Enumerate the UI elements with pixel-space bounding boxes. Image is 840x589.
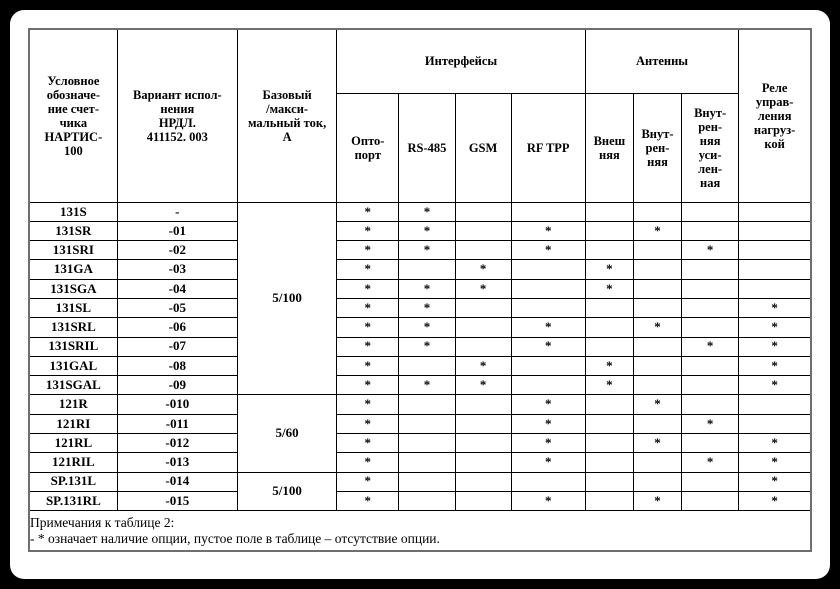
document-page (10, 10, 830, 579)
table-row (29, 337, 811, 356)
header-variant-line-1: нения (160, 101, 195, 116)
header-model-line-2: ние счет- (47, 101, 99, 116)
cell-optoport: * (337, 202, 399, 221)
cell-gsm (455, 337, 511, 356)
cell-optoport: * (337, 356, 399, 375)
header-group-antennas: Антенны (585, 29, 738, 93)
cell-antenna-external: * (585, 260, 633, 279)
header-sub-antenna-internal-amplified-line-0: Внут- (694, 105, 727, 120)
cell-rf-tpp (511, 376, 585, 395)
cell-antenna-external (585, 299, 633, 318)
cell-antenna-internal-amplified (682, 395, 739, 414)
cell-variant: -015 (117, 491, 237, 510)
cell-model: 131SRIL (29, 337, 117, 356)
cell-antenna-internal: * (633, 491, 681, 510)
header-sub-optoport (337, 93, 399, 202)
header-sub-gsm: GSM (455, 93, 511, 202)
cell-antenna-external: * (585, 279, 633, 298)
cell-optoport: * (337, 279, 399, 298)
cell-relay: * (739, 472, 811, 491)
cell-variant: -09 (117, 376, 237, 395)
cell-antenna-internal-amplified (682, 221, 739, 240)
cell-optoport: * (337, 414, 399, 433)
cell-rf-tpp (511, 279, 585, 298)
cell-rs485: * (399, 318, 455, 337)
cell-relay: * (739, 318, 811, 337)
table-row (29, 434, 811, 453)
cell-antenna-internal-amplified (682, 202, 739, 221)
header-sub-antenna-internal-line-1: рен- (645, 140, 670, 155)
cell-antenna-external (585, 337, 633, 356)
cell-variant: -08 (117, 356, 237, 375)
header-relay-line-4: кой (764, 136, 785, 151)
cell-relay (739, 279, 811, 298)
cell-model: 131SRL (29, 318, 117, 337)
cell-antenna-external (585, 395, 633, 414)
cell-model: 131SRI (29, 241, 117, 260)
notes-title: Примечания к таблице 2: (30, 515, 175, 531)
cell-rf-tpp (511, 260, 585, 279)
table-row (29, 472, 811, 491)
cell-rf-tpp: * (511, 414, 585, 433)
header-sub-antenna-internal-line-0: Внут- (641, 126, 674, 141)
cell-antenna-internal-amplified (682, 279, 739, 298)
cell-rf-tpp: * (511, 395, 585, 414)
cell-gsm (455, 395, 511, 414)
cell-model: 131SGA (29, 279, 117, 298)
cell-antenna-internal (633, 453, 681, 472)
cell-rs485 (399, 434, 455, 453)
header-model-line-5: 100 (63, 143, 83, 158)
cell-variant: -012 (117, 434, 237, 453)
cell-gsm (455, 241, 511, 260)
header-relay (739, 29, 811, 202)
table-row (29, 299, 811, 318)
cell-rs485: * (399, 221, 455, 240)
cell-rf-tpp: * (511, 453, 585, 472)
cell-antenna-internal: * (633, 318, 681, 337)
header-sub-antenna-internal-amplified-line-5: ная (700, 175, 721, 190)
cell-antenna-internal (633, 260, 681, 279)
notes-row (29, 511, 811, 551)
cell-relay (739, 221, 811, 240)
cell-gsm (455, 472, 511, 491)
cell-relay: * (739, 337, 811, 356)
cell-antenna-internal: * (633, 221, 681, 240)
cell-antenna-internal-amplified (682, 376, 739, 395)
cell-rs485 (399, 395, 455, 414)
cell-antenna-internal-amplified: * (682, 414, 739, 433)
cell-gsm (455, 453, 511, 472)
cell-model: 121RI (29, 414, 117, 433)
cell-rs485 (399, 260, 455, 279)
cell-optoport: * (337, 260, 399, 279)
cell-variant: -07 (117, 337, 237, 356)
header-sub-antenna-external-line-0: Внеш (593, 133, 626, 148)
cell-rs485 (399, 414, 455, 433)
cell-optoport: * (337, 221, 399, 240)
cell-rs485: * (399, 299, 455, 318)
cell-rf-tpp: * (511, 491, 585, 510)
header-sub-optoport-line-0: Опто- (351, 133, 385, 148)
header-relay-line-1: управ- (755, 94, 794, 109)
header-model-line-0: Условное (47, 73, 100, 88)
table-row (29, 395, 811, 414)
cell-relay: * (739, 299, 811, 318)
table-row (29, 491, 811, 510)
cell-antenna-external (585, 453, 633, 472)
cell-rs485 (399, 472, 455, 491)
cell-variant: -06 (117, 318, 237, 337)
cell-antenna-internal-amplified: * (682, 453, 739, 472)
header-sub-antenna-internal-amplified-line-1: рен- (698, 119, 723, 134)
notes-line-1: - * означает наличие опции, пустое поле в таблице – отсутствие опции. (30, 530, 440, 546)
cell-antenna-internal (633, 337, 681, 356)
table-row (29, 202, 811, 221)
header-sub-antenna-external-line-1: няя (599, 147, 620, 162)
cell-antenna-internal: * (633, 434, 681, 453)
cell-variant: -02 (117, 241, 237, 260)
cell-model: 131SR (29, 221, 117, 240)
cell-antenna-external (585, 491, 633, 510)
cell-gsm: * (455, 376, 511, 395)
table-row (29, 318, 811, 337)
cell-rf-tpp (511, 472, 585, 491)
cell-model: 121RL (29, 434, 117, 453)
cell-rs485: * (399, 337, 455, 356)
cell-antenna-internal (633, 202, 681, 221)
table-row (29, 453, 811, 472)
cell-gsm (455, 202, 511, 221)
cell-antenna-external (585, 434, 633, 453)
header-model-line-4: НАРТИС- (44, 129, 103, 144)
table-row (29, 241, 811, 260)
cell-optoport: * (337, 472, 399, 491)
cell-rf-tpp (511, 299, 585, 318)
header-model (29, 29, 117, 202)
cell-optoport: * (337, 453, 399, 472)
cell-optoport: * (337, 318, 399, 337)
cell-antenna-internal-amplified (682, 434, 739, 453)
cell-optoport: * (337, 434, 399, 453)
cell-model: 131GAL (29, 356, 117, 375)
header-current-line-3: А (282, 129, 292, 144)
cell-optoport: * (337, 491, 399, 510)
cell-optoport: * (337, 299, 399, 318)
cell-current-rating: 5/100 (238, 472, 337, 511)
table-row (29, 376, 811, 395)
cell-relay: * (739, 434, 811, 453)
cell-antenna-external (585, 472, 633, 491)
cell-model: SP.131L (29, 472, 117, 491)
header-sub-antenna-internal-amplified (682, 93, 739, 202)
cell-variant: -011 (117, 414, 237, 433)
cell-rs485 (399, 356, 455, 375)
cell-antenna-external: * (585, 356, 633, 375)
cell-gsm (455, 221, 511, 240)
cell-antenna-external (585, 202, 633, 221)
cell-rs485: * (399, 241, 455, 260)
cell-gsm (455, 414, 511, 433)
cell-rs485: * (399, 279, 455, 298)
cell-current-rating: 5/100 (238, 202, 337, 395)
cell-gsm (455, 491, 511, 510)
header-row-groups (29, 29, 811, 93)
cell-gsm (455, 318, 511, 337)
cell-antenna-external (585, 318, 633, 337)
cell-relay: * (739, 376, 811, 395)
cell-rf-tpp: * (511, 337, 585, 356)
header-relay-line-0: Реле (761, 80, 788, 95)
cell-gsm: * (455, 260, 511, 279)
header-sub-optoport-line-1: порт (354, 147, 381, 162)
cell-antenna-internal (633, 279, 681, 298)
cell-gsm (455, 434, 511, 453)
meter-specification-table (28, 28, 812, 552)
cell-variant: -05 (117, 299, 237, 318)
cell-rs485: * (399, 376, 455, 395)
cell-antenna-external (585, 241, 633, 260)
cell-relay (739, 395, 811, 414)
cell-antenna-external (585, 221, 633, 240)
cell-gsm: * (455, 356, 511, 375)
header-sub-antenna-internal-amplified-line-4: лен- (698, 161, 723, 176)
cell-antenna-internal (633, 241, 681, 260)
header-sub-antenna-internal-amplified-line-3: уси- (698, 147, 722, 162)
header-relay-line-3: нагруз- (753, 122, 796, 137)
cell-antenna-internal-amplified (682, 299, 739, 318)
cell-relay: * (739, 491, 811, 510)
cell-rf-tpp: * (511, 434, 585, 453)
table-row (29, 356, 811, 375)
cell-rf-tpp (511, 356, 585, 375)
header-current-line-0: Базовый (262, 87, 312, 102)
header-current (238, 29, 337, 202)
cell-rf-tpp: * (511, 318, 585, 337)
cell-variant: -010 (117, 395, 237, 414)
header-model-line-3: чика (59, 115, 88, 130)
header-model-line-1: обозначе- (46, 87, 101, 102)
table-body (29, 29, 811, 551)
cell-antenna-internal (633, 414, 681, 433)
cell-model: 131SL (29, 299, 117, 318)
cell-model: 121RIL (29, 453, 117, 472)
cell-relay (739, 202, 811, 221)
header-sub-antenna-external (585, 93, 633, 202)
cell-antenna-internal-amplified (682, 260, 739, 279)
cell-antenna-external: * (585, 376, 633, 395)
cell-optoport: * (337, 395, 399, 414)
cell-optoport: * (337, 376, 399, 395)
cell-relay: * (739, 453, 811, 472)
cell-variant: - (117, 202, 237, 221)
cell-antenna-internal (633, 299, 681, 318)
notes-cell (29, 511, 811, 551)
cell-optoport: * (337, 337, 399, 356)
cell-gsm: * (455, 279, 511, 298)
cell-rs485: * (399, 202, 455, 221)
header-relay-line-2: ления (757, 108, 792, 123)
cell-antenna-internal-amplified (682, 356, 739, 375)
cell-rf-tpp: * (511, 241, 585, 260)
cell-model: 121R (29, 395, 117, 414)
header-variant (117, 29, 237, 202)
header-sub-rftpp: RF TPP (511, 93, 585, 202)
cell-variant: -03 (117, 260, 237, 279)
cell-antenna-internal: * (633, 395, 681, 414)
header-group-interfaces: Интерфейсы (337, 29, 586, 93)
cell-antenna-internal-amplified (682, 491, 739, 510)
cell-rs485 (399, 453, 455, 472)
cell-variant: -013 (117, 453, 237, 472)
header-variant-line-3: 411152. 003 (146, 129, 208, 144)
cell-antenna-internal-amplified (682, 318, 739, 337)
cell-variant: -04 (117, 279, 237, 298)
header-sub-antenna-internal-amplified-line-2: няя (699, 133, 721, 148)
cell-relay (739, 241, 811, 260)
cell-antenna-internal (633, 356, 681, 375)
cell-rs485 (399, 491, 455, 510)
cell-antenna-internal-amplified: * (682, 241, 739, 260)
cell-optoport: * (337, 241, 399, 260)
header-sub-antenna-internal-line-2: няя (647, 154, 668, 169)
cell-model: 131S (29, 202, 117, 221)
table-row (29, 279, 811, 298)
header-current-line-2: мальный ток, (247, 115, 327, 130)
header-current-line-1: /макси- (266, 101, 309, 116)
cell-antenna-internal (633, 376, 681, 395)
cell-variant: -01 (117, 221, 237, 240)
cell-relay (739, 414, 811, 433)
cell-rf-tpp: * (511, 221, 585, 240)
table-row (29, 260, 811, 279)
header-sub-antenna-internal (633, 93, 681, 202)
table-row (29, 221, 811, 240)
cell-variant: -014 (117, 472, 237, 491)
header-variant-line-0: Вариант испол- (133, 87, 222, 102)
header-variant-line-2: НРДЛ. (158, 115, 196, 130)
table-row (29, 414, 811, 433)
cell-gsm (455, 299, 511, 318)
cell-current-rating: 5/60 (238, 395, 337, 472)
header-sub-rs485: RS-485 (399, 93, 455, 202)
cell-model: 131GA (29, 260, 117, 279)
cell-model: SP.131RL (29, 491, 117, 510)
cell-antenna-internal-amplified (682, 472, 739, 491)
specification-table-wrapper (28, 28, 812, 552)
cell-antenna-internal-amplified: * (682, 337, 739, 356)
cell-antenna-internal (633, 472, 681, 491)
cell-rf-tpp (511, 202, 585, 221)
cell-model: 131SGAL (29, 376, 117, 395)
cell-relay (739, 260, 811, 279)
cell-relay: * (739, 356, 811, 375)
cell-antenna-external (585, 414, 633, 433)
